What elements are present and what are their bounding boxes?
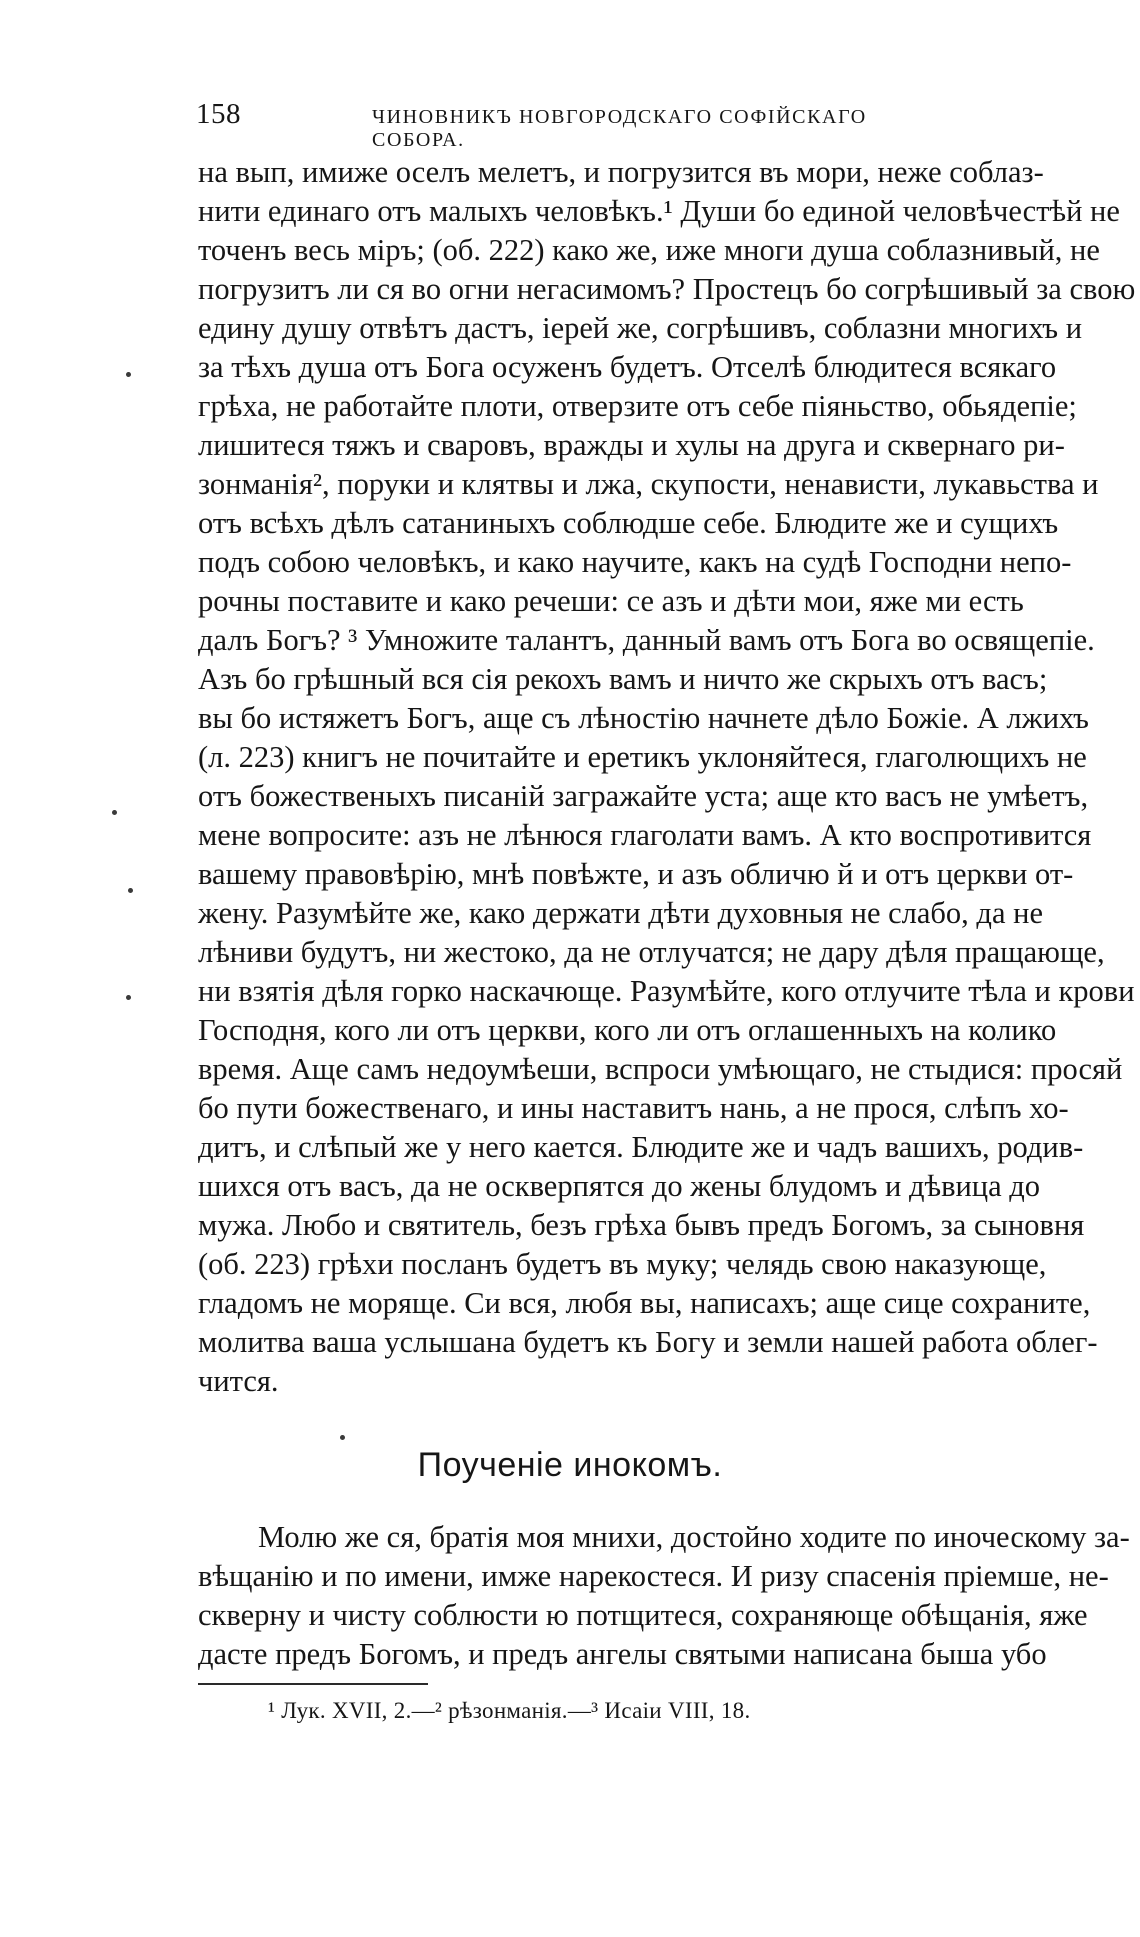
text-line: (л. 223) книгъ не почитайте и еретикъ уклоняйтеся, глаголющихъ не — [198, 740, 1087, 774]
text-line: рочны поставите и како речеши: се азъ и дѣти мои, яже ми есть — [198, 584, 1024, 618]
text-line: отъ божественыхъ писаній загражайте уста; аще кто васъ не умѣетъ, — [198, 779, 1089, 813]
text-line: время. Аще самъ недоумѣеши, вспроси умѣющаго, не стыдися: просяй — [198, 1052, 1123, 1086]
text-line: жену. Разумѣйте же, како держати дѣти духовныя не слабо, да не — [198, 896, 1043, 930]
text-line: мене вопросите: азъ не лѣнюся глаголати вамъ. А кто воспротивится — [198, 818, 1092, 852]
page-header — [196, 98, 946, 151]
margin-mark — [126, 995, 131, 1000]
text-line: ни взятія дѣля горко наскачюще. Разумѣйте, кого отлучите тѣла и крови — [198, 974, 1135, 1008]
text-line: вы бо истяжетъ Богъ, аще съ лѣностію начнете дѣло Божіе. А лжихъ — [198, 701, 1089, 735]
text-line: нити единаго отъ малыхъ человѣкъ.¹ Души бо единой человѣчестѣй не — [198, 194, 1120, 228]
page-number: 158 — [196, 98, 241, 130]
text-line: на вып, имиже оселъ мелетъ, и погрузится въ мори, неже соблаз- — [198, 155, 1044, 189]
margin-mark — [128, 888, 133, 893]
text-line: лишитеся тяжъ и сваровъ, вражды и хулы на друга и сквернаго ри- — [198, 428, 1065, 462]
text-line: Господня, кого ли отъ церкви, кого ли отъ оглашенныхъ на колико — [198, 1013, 1057, 1047]
text-line: точенъ весь міръ; (об. 222) како же, иже многи душа соблазнивый, не — [198, 233, 1100, 267]
text-line: скверну и чисту соблюсти ю потщитеся, сохраняюще обѣщанія, яже — [198, 1598, 1088, 1632]
text-line: гладомъ не моряще. Си вся, любя вы, написахъ; аще сице сохраните, — [198, 1286, 1091, 1320]
footnotes: ¹ Лук. XVII, 2.—² рѣзонманія.—³ Исаіи VIII, 18. — [268, 1698, 751, 1723]
text-line: дитъ, и слѣпый же у него кается. Блюдите же и чадъ вашихъ, родив- — [198, 1130, 1084, 1164]
text-line: молитва ваша услышана будетъ къ Богу и земли нашей работа облег- — [198, 1325, 1098, 1359]
text-line: вѣщанію и по имени, имже нарекостеся. И ризу спасенія пріемше, не- — [198, 1559, 1109, 1593]
text-line: дасте предъ Богомъ, и предъ ангелы святыми написана быша убо — [198, 1637, 1047, 1671]
text-line: грѣха, не работайте плоти, отверзите отъ себе піяньство, обьядепіе; — [198, 389, 1077, 423]
text-line: вашему правовѣрію, мнѣ повѣжте, и азъ обличю й и отъ церкви от- — [198, 857, 1074, 891]
text-line: подъ собою человѣкъ, и како научите, какъ на судѣ Господни непо- — [198, 545, 1072, 579]
text-line: едину душу отвѣтъ дастъ, іерей же, согрѣшивъ, соблазни многихъ и — [198, 311, 1083, 345]
text-line: за тѣхъ душа отъ Бога осуженъ будетъ. Отселѣ блюдитеся всякаго — [198, 350, 1057, 384]
margin-mark — [340, 1435, 345, 1440]
footnote-divider — [198, 1683, 428, 1685]
text-line: зонманія², поруки и клятвы и лжа, скупости, ненависти, лукавьства и — [198, 467, 1099, 501]
text-line: погрузитъ ли ся во огни негасимомъ? Простецъ бо согрѣшивый за свою — [198, 272, 1136, 306]
text-line: Азъ бо грѣшный вся сія рекохъ вамъ и ничто же скрыхъ отъ васъ; — [198, 662, 1048, 696]
text-line: далъ Богъ? ³ Умножите талантъ, данный вамъ отъ Бога во освящепіе. — [198, 623, 1095, 657]
running-head: ЧИНОВНИКЪ НОВГОРОДСКАГО СОФІЙСКАГО СОБОРА. — [372, 106, 867, 151]
section-heading: Поученіе инокомъ. — [417, 1446, 723, 1484]
margin-mark — [112, 810, 117, 815]
text-line: отъ всѣхъ дѣлъ сатаниныхъ соблюдше себе. Блюдите же и сущихъ — [198, 506, 1059, 540]
margin-mark — [126, 372, 131, 377]
text-line: бо пути божественаго, и ины наставитъ нань, а не прося, слѣпъ хо- — [198, 1091, 1069, 1125]
text-line: (об. 223) грѣхи посланъ будетъ въ муку; челядь свою наказующе, — [198, 1247, 1047, 1281]
text-line: лѣниви будутъ, ни жестоко, да не отлучатся; не дару дѣля пращающе, — [198, 935, 1105, 969]
text-line: Молю же ся, братія моя мнихи, достойно ходите по иноческому за- — [258, 1520, 1130, 1554]
text-line: мужа. Любо и святитель, безъ грѣха бывъ предъ Богомъ, за сыновня — [198, 1208, 1085, 1242]
text-line: шихся отъ васъ, да не оскверпятся до жены блудомъ и дѣвица до — [198, 1169, 1041, 1203]
text-line: чится. — [198, 1364, 279, 1398]
